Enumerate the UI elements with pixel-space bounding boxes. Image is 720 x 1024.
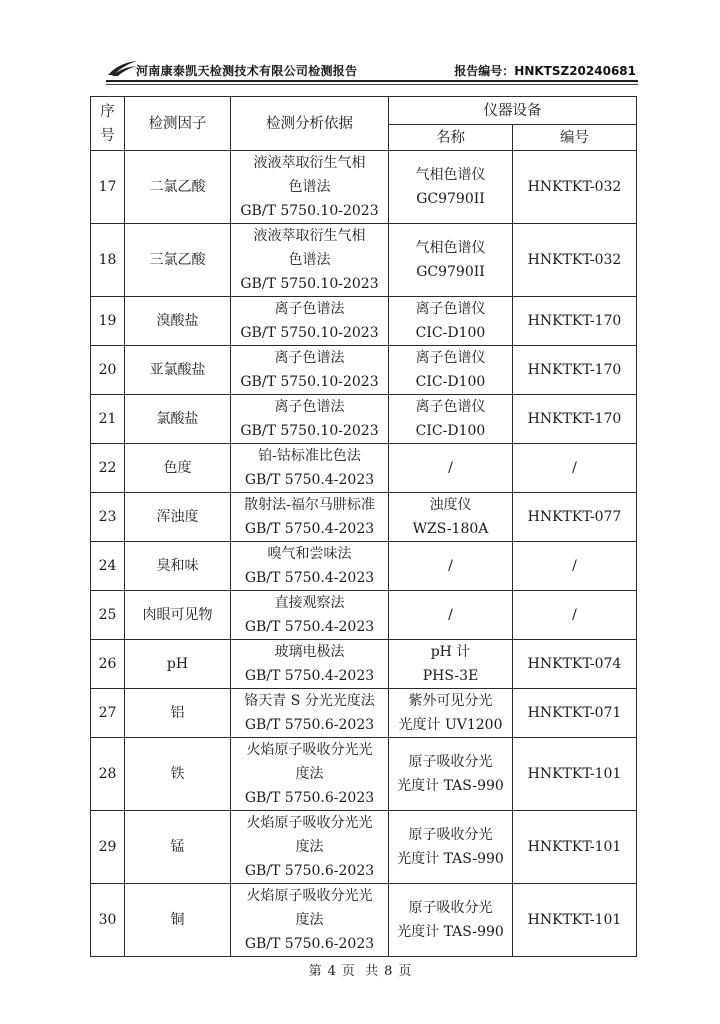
table-row	[91, 346, 637, 395]
cell-method-line: GB/T 5750.10-2023	[240, 203, 379, 219]
cell-method-line: GB/T 5750.4-2023	[244, 570, 375, 586]
cell-instrument-name-line: 光度计 TAS-990	[397, 778, 504, 794]
cell-factor: 浑浊度	[125, 493, 231, 542]
cell-method-line: GB/T 5750.6-2023	[244, 790, 375, 806]
cell-method	[231, 542, 389, 591]
cell-instrument-name-line: CIC-D100	[415, 325, 486, 341]
cell-method-line: GB/T 5750.10-2023	[240, 374, 379, 390]
cell-method-line: 火焰原子吸收分光光	[246, 888, 373, 904]
cell-seq: 30	[91, 884, 125, 957]
table-row	[91, 640, 637, 689]
cell-method	[231, 811, 389, 884]
cell-method-line: GB/T 5750.4-2023	[244, 472, 375, 488]
header-method: 检测分析依据	[231, 97, 389, 151]
cell-seq: 29	[91, 811, 125, 884]
cell-instrument-name-line: 光度计 TAS-990	[397, 851, 504, 867]
cell-method	[231, 444, 389, 493]
cell-method-line: 离子色谱法	[274, 350, 345, 366]
cell-instrument-number: HNKTKT-101	[513, 738, 637, 811]
cell-instrument-name-line: 离子色谱仪	[415, 399, 486, 415]
cell-instrument-number: HNKTKT-032	[513, 224, 637, 297]
header-rule	[106, 80, 638, 82]
cell-method-line: 色谱法	[288, 179, 331, 195]
cell-factor: 氯酸盐	[125, 395, 231, 444]
cell-method	[231, 224, 389, 297]
table-row	[91, 542, 637, 591]
company-name: 河南康泰凯天检测技术有限公司检测报告	[136, 64, 358, 78]
cell-instrument-number: /	[513, 591, 637, 640]
cell-seq: 25	[91, 591, 125, 640]
cell-instrument-name	[389, 542, 513, 591]
table-row	[91, 224, 637, 297]
cell-method-line: 玻璃电极法	[274, 644, 345, 660]
header-instrument-number: 编号	[513, 125, 637, 151]
cell-method-line: 度法	[295, 912, 324, 928]
cell-method-line: 嗅气和尝味法	[267, 546, 352, 562]
cell-method-line: 液液萃取衍生气相	[253, 228, 366, 244]
table-row	[91, 591, 637, 640]
cell-method-line: GB/T 5750.4-2023	[244, 668, 375, 684]
cell-method-line: 散射法-福尔马肼标准	[244, 497, 375, 513]
cell-instrument-name-line: 浊度仪	[429, 497, 472, 513]
cell-method-line: GB/T 5750.10-2023	[240, 423, 379, 439]
cell-factor: pH	[125, 640, 231, 689]
cell-instrument-number: HNKTKT-170	[513, 395, 637, 444]
cell-instrument-name	[389, 151, 513, 224]
cell-method	[231, 395, 389, 444]
cell-instrument-name	[389, 395, 513, 444]
cell-method-line: 铂-钴标准比色法	[258, 448, 361, 464]
cell-seq: 18	[91, 224, 125, 297]
cell-instrument-number: HNKTKT-077	[513, 493, 637, 542]
cell-factor: 二氯乙酸	[125, 151, 231, 224]
cell-method-line: 离子色谱法	[274, 301, 345, 317]
cell-method	[231, 493, 389, 542]
cell-instrument-number: HNKTKT-032	[513, 151, 637, 224]
cell-instrument-name	[389, 640, 513, 689]
cell-instrument-name-line: 原子吸收分光	[408, 754, 493, 770]
cell-instrument-name-line: 原子吸收分光	[408, 827, 493, 843]
cell-instrument-number: HNKTKT-101	[513, 884, 637, 957]
cell-instrument-number: HNKTKT-071	[513, 689, 637, 738]
cell-method	[231, 640, 389, 689]
cell-factor: 溴酸盐	[125, 297, 231, 346]
cell-instrument-name-line: /	[448, 607, 453, 623]
table-row	[91, 297, 637, 346]
table-row	[91, 811, 637, 884]
cell-instrument-number: /	[513, 444, 637, 493]
cell-factor: 锰	[125, 811, 231, 884]
report-number-value: HNKTSZ20240681	[514, 64, 636, 78]
cell-method	[231, 738, 389, 811]
cell-instrument-name	[389, 346, 513, 395]
cell-method-line: GB/T 5750.4-2023	[244, 619, 375, 635]
cell-instrument-name-line: 气相色谱仪	[415, 167, 486, 183]
cell-instrument-name	[389, 591, 513, 640]
cell-instrument-name-line: 气相色谱仪	[415, 240, 486, 256]
cell-instrument-name-line: GC9790II	[416, 264, 485, 280]
report-header	[106, 58, 636, 80]
cell-method	[231, 591, 389, 640]
cell-instrument-name-line: GC9790II	[416, 191, 485, 207]
cell-instrument-number: /	[513, 542, 637, 591]
header-rule-thin	[106, 84, 638, 85]
cell-seq: 23	[91, 493, 125, 542]
company-logo-icon	[106, 58, 138, 78]
cell-seq: 24	[91, 542, 125, 591]
cell-method-line: GB/T 5750.4-2023	[244, 521, 375, 537]
cell-instrument-name	[389, 493, 513, 542]
page-number: 4	[327, 964, 336, 979]
cell-instrument-name	[389, 884, 513, 957]
cell-instrument-name-line: 离子色谱仪	[415, 301, 486, 317]
cell-instrument-name-line: /	[448, 460, 453, 476]
cell-method-line: 直接观察法	[274, 595, 345, 611]
cell-instrument-name-line: CIC-D100	[415, 374, 486, 390]
cell-instrument-name	[389, 689, 513, 738]
cell-instrument-number: HNKTKT-170	[513, 346, 637, 395]
table-row	[91, 884, 637, 957]
page-total: 8	[384, 964, 393, 979]
cell-method-line: 度法	[295, 766, 324, 782]
cell-method-line: 铬天青 S 分光光度法	[244, 693, 375, 709]
cell-method-line: GB/T 5750.6-2023	[244, 936, 375, 952]
cell-instrument-name-line: 离子色谱仪	[415, 350, 486, 366]
cell-method-line: GB/T 5750.6-2023	[244, 717, 375, 733]
cell-method	[231, 297, 389, 346]
cell-instrument-name-line: /	[448, 558, 453, 574]
table-row	[91, 395, 637, 444]
cell-method-line: GB/T 5750.10-2023	[240, 276, 379, 292]
cell-instrument-name-line: pH 计	[430, 644, 471, 660]
cell-instrument-name-line: CIC-D100	[415, 423, 486, 439]
cell-seq: 27	[91, 689, 125, 738]
table-row	[91, 689, 637, 738]
cell-instrument-name	[389, 224, 513, 297]
cell-instrument-name-line: 光度计 UV1200	[398, 717, 503, 733]
cell-method-line: 度法	[295, 839, 324, 855]
cell-method-line: 液液萃取衍生气相	[253, 155, 366, 171]
cell-method	[231, 151, 389, 224]
report-number-label: 报告编号：	[454, 64, 515, 78]
cell-instrument-name	[389, 297, 513, 346]
cell-method-line: 离子色谱法	[274, 399, 345, 415]
cell-method	[231, 689, 389, 738]
header-seq: 序 号	[91, 97, 125, 151]
cell-instrument-name	[389, 738, 513, 811]
cell-instrument-name	[389, 811, 513, 884]
cell-seq: 17	[91, 151, 125, 224]
cell-instrument-name-line: 原子吸收分光	[408, 900, 493, 916]
test-method-table	[90, 96, 637, 957]
header-factor: 检测因子	[125, 97, 231, 151]
cell-factor: 铁	[125, 738, 231, 811]
table-row	[91, 493, 637, 542]
cell-seq: 22	[91, 444, 125, 493]
cell-factor: 铝	[125, 689, 231, 738]
cell-factor: 臭和味	[125, 542, 231, 591]
cell-instrument-number: HNKTKT-170	[513, 297, 637, 346]
cell-method-line: GB/T 5750.6-2023	[244, 863, 375, 879]
cell-instrument-number: HNKTKT-074	[513, 640, 637, 689]
cell-instrument-name-line: 光度计 TAS-990	[397, 924, 504, 940]
cell-seq: 28	[91, 738, 125, 811]
cell-instrument-name-line: PHS-3E	[422, 668, 479, 684]
cell-factor: 三氯乙酸	[125, 224, 231, 297]
cell-seq: 21	[91, 395, 125, 444]
header-instrument-name: 名称	[389, 125, 513, 151]
cell-method-line: 火焰原子吸收分光光	[246, 815, 373, 831]
cell-instrument-name-line: 紫外可见分光	[408, 693, 493, 709]
cell-instrument-name	[389, 444, 513, 493]
cell-factor: 色度	[125, 444, 231, 493]
cell-seq: 19	[91, 297, 125, 346]
table-row	[91, 444, 637, 493]
cell-factor: 亚氯酸盐	[125, 346, 231, 395]
table-row	[91, 151, 637, 224]
page-footer: 第 4 页 共 8 页	[308, 964, 412, 979]
cell-method-line: 火焰原子吸收分光光	[246, 742, 373, 758]
cell-method	[231, 884, 389, 957]
cell-method-line: 色谱法	[288, 252, 331, 268]
cell-factor: 铜	[125, 884, 231, 957]
cell-seq: 26	[91, 640, 125, 689]
cell-seq: 20	[91, 346, 125, 395]
report-number	[454, 62, 636, 79]
header-instrument: 仪器设备	[389, 97, 637, 125]
cell-instrument-number: HNKTKT-101	[513, 811, 637, 884]
cell-factor: 肉眼可见物	[125, 591, 231, 640]
cell-method-line: GB/T 5750.10-2023	[240, 325, 379, 341]
cell-instrument-name-line: WZS-180A	[412, 521, 489, 537]
cell-method	[231, 346, 389, 395]
table-row	[91, 738, 637, 811]
